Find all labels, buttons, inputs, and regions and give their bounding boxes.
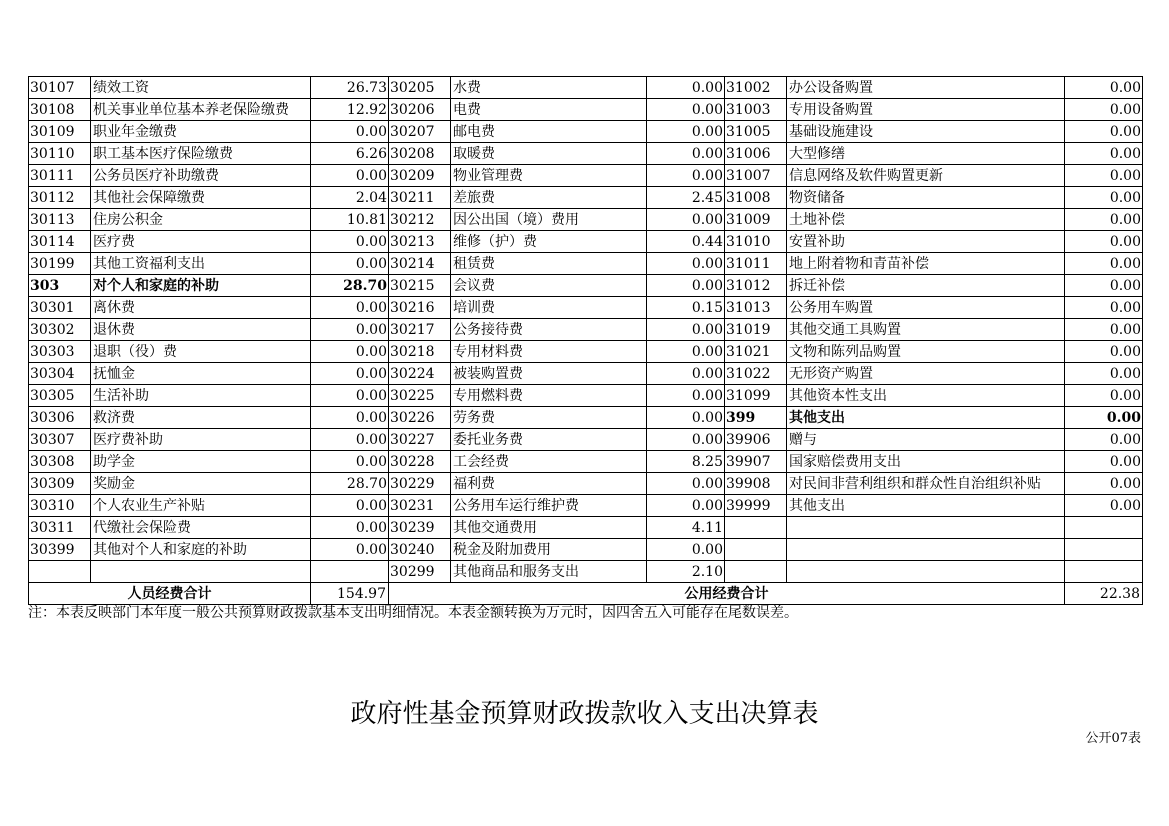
name-cell: 水费	[451, 77, 647, 99]
code-cell: 30110	[29, 143, 91, 165]
code-cell: 30228	[389, 451, 451, 473]
name-cell: 电费	[451, 99, 647, 121]
table-row	[29, 99, 1143, 121]
amount-cell: 2.45	[647, 187, 725, 209]
code-cell: 30225	[389, 385, 451, 407]
name-cell: 赠与	[787, 429, 1065, 451]
code-cell: 30108	[29, 99, 91, 121]
amount-cell: 0.00	[1065, 473, 1143, 495]
name-cell: 福利费	[451, 473, 647, 495]
code-cell: 30231	[389, 495, 451, 517]
next-table-title: 政府性基金预算财政拨款收入支出决算表	[350, 699, 819, 729]
amount-cell	[1065, 539, 1143, 561]
amount-cell: 0.00	[1065, 253, 1143, 275]
public-total-label: 公用经费合计	[389, 583, 1065, 605]
amount-cell: 0.00	[311, 495, 389, 517]
name-cell: 租赁费	[451, 253, 647, 275]
name-cell: 代缴社会保险费	[91, 517, 311, 539]
amount-cell: 0.00	[311, 407, 389, 429]
code-cell: 30109	[29, 121, 91, 143]
code-cell: 30206	[389, 99, 451, 121]
code-cell	[29, 561, 91, 583]
amount-cell: 0.00	[1065, 341, 1143, 363]
code-cell: 303	[29, 275, 91, 297]
amount-cell: 0.00	[647, 121, 725, 143]
name-cell: 离休费	[91, 297, 311, 319]
amount-cell: 0.00	[647, 143, 725, 165]
code-cell: 31008	[725, 187, 787, 209]
code-cell: 30308	[29, 451, 91, 473]
amount-cell: 0.00	[311, 297, 389, 319]
name-cell: 专用设备购置	[787, 99, 1065, 121]
code-cell: 31010	[725, 231, 787, 253]
code-cell: 31005	[725, 121, 787, 143]
code-cell: 31002	[725, 77, 787, 99]
table-note: 注：本表反映部门本年度一般公共预算财政拨款基本支出明细情况。本表金额转换为万元时，因四舍五入可能存在尾数误差。	[28, 605, 798, 621]
table-row	[29, 429, 1143, 451]
name-cell	[787, 561, 1065, 583]
name-cell: 邮电费	[451, 121, 647, 143]
code-cell: 30310	[29, 495, 91, 517]
table-row	[29, 253, 1143, 275]
table-row	[29, 319, 1143, 341]
code-cell: 30212	[389, 209, 451, 231]
name-cell: 专用材料费	[451, 341, 647, 363]
amount-cell: 28.70	[311, 473, 389, 495]
name-cell: 职业年金缴费	[91, 121, 311, 143]
code-cell: 30214	[389, 253, 451, 275]
name-cell: 文物和陈列品购置	[787, 341, 1065, 363]
name-cell: 培训费	[451, 297, 647, 319]
amount-cell: 0.15	[647, 297, 725, 319]
code-cell: 399	[725, 407, 787, 429]
amount-cell	[311, 561, 389, 583]
amount-cell: 0.00	[311, 319, 389, 341]
amount-cell: 0.00	[1065, 77, 1143, 99]
name-cell: 机关事业单位基本养老保险缴费	[91, 99, 311, 121]
code-cell: 30304	[29, 363, 91, 385]
code-cell	[725, 539, 787, 561]
name-cell: 其他资本性支出	[787, 385, 1065, 407]
amount-cell: 0.00	[1065, 143, 1143, 165]
code-cell: 30114	[29, 231, 91, 253]
amount-cell: 12.92	[311, 99, 389, 121]
amount-cell: 0.00	[311, 429, 389, 451]
name-cell: 其他支出	[787, 407, 1065, 429]
table-row	[29, 451, 1143, 473]
name-cell: 办公设备购置	[787, 77, 1065, 99]
amount-cell: 4.11	[647, 517, 725, 539]
code-cell: 30107	[29, 77, 91, 99]
code-cell: 30218	[389, 341, 451, 363]
amount-cell: 0.00	[311, 363, 389, 385]
name-cell: 医疗费	[91, 231, 311, 253]
amount-cell: 0.00	[311, 385, 389, 407]
amount-cell: 2.04	[311, 187, 389, 209]
name-cell: 公务员医疗补助缴费	[91, 165, 311, 187]
amount-cell: 0.00	[1065, 231, 1143, 253]
public-total-value: 22.38	[1065, 583, 1143, 605]
name-cell: 公务用车购置	[787, 297, 1065, 319]
code-cell: 30224	[389, 363, 451, 385]
code-cell: 31011	[725, 253, 787, 275]
code-cell	[725, 561, 787, 583]
amount-cell: 0.00	[1065, 407, 1143, 429]
name-cell: 职工基本医疗保险缴费	[91, 143, 311, 165]
name-cell: 退休费	[91, 319, 311, 341]
name-cell	[91, 561, 311, 583]
amount-cell	[1065, 517, 1143, 539]
name-cell: 维修（护）费	[451, 231, 647, 253]
name-cell: 对个人和家庭的补助	[91, 275, 311, 297]
code-cell: 39908	[725, 473, 787, 495]
name-cell: 专用燃料费	[451, 385, 647, 407]
code-cell: 31019	[725, 319, 787, 341]
name-cell: 助学金	[91, 451, 311, 473]
amount-cell: 0.00	[311, 165, 389, 187]
code-cell: 39907	[725, 451, 787, 473]
form-code: 公开07表	[1085, 731, 1141, 746]
amount-cell	[1065, 561, 1143, 583]
name-cell: 其他商品和服务支出	[451, 561, 647, 583]
amount-cell: 0.00	[647, 363, 725, 385]
code-cell: 30217	[389, 319, 451, 341]
amount-cell: 0.00	[1065, 99, 1143, 121]
code-cell: 31099	[725, 385, 787, 407]
name-cell: 差旅费	[451, 187, 647, 209]
name-cell: 公务接待费	[451, 319, 647, 341]
name-cell: 其他支出	[787, 495, 1065, 517]
amount-cell: 8.25	[647, 451, 725, 473]
name-cell: 土地补偿	[787, 209, 1065, 231]
name-cell: 取暖费	[451, 143, 647, 165]
name-cell: 拆迁补偿	[787, 275, 1065, 297]
table-row	[29, 165, 1143, 187]
amount-cell: 0.00	[1065, 495, 1143, 517]
code-cell: 30226	[389, 407, 451, 429]
table-row	[29, 297, 1143, 319]
name-cell: 对民间非营利组织和群众性自治组织补贴	[787, 473, 1065, 495]
table-row	[29, 341, 1143, 363]
code-cell: 30199	[29, 253, 91, 275]
name-cell: 税金及附加费用	[451, 539, 647, 561]
amount-cell: 0.00	[647, 385, 725, 407]
name-cell: 会议费	[451, 275, 647, 297]
code-cell: 30305	[29, 385, 91, 407]
expenditure-detail-table	[28, 76, 1143, 605]
table-row	[29, 121, 1143, 143]
amount-cell: 0.00	[647, 77, 725, 99]
code-cell: 30209	[389, 165, 451, 187]
table-row	[29, 407, 1143, 429]
name-cell	[787, 539, 1065, 561]
code-cell: 30299	[389, 561, 451, 583]
table-row	[29, 187, 1143, 209]
amount-cell: 0.00	[647, 341, 725, 363]
code-cell: 31021	[725, 341, 787, 363]
code-cell: 31009	[725, 209, 787, 231]
code-cell	[725, 517, 787, 539]
personnel-total-value: 154.97	[311, 583, 389, 605]
code-cell: 30215	[389, 275, 451, 297]
code-cell: 30112	[29, 187, 91, 209]
code-cell: 30229	[389, 473, 451, 495]
table-row	[29, 473, 1143, 495]
amount-cell: 0.00	[1065, 275, 1143, 297]
code-cell: 30208	[389, 143, 451, 165]
code-cell: 30309	[29, 473, 91, 495]
code-cell: 30216	[389, 297, 451, 319]
amount-cell: 0.00	[647, 253, 725, 275]
name-cell: 安置补助	[787, 231, 1065, 253]
amount-cell: 0.00	[1065, 187, 1143, 209]
name-cell: 其他交通费用	[451, 517, 647, 539]
code-cell: 39999	[725, 495, 787, 517]
table-row	[29, 385, 1143, 407]
amount-cell: 0.00	[1065, 451, 1143, 473]
code-cell: 30311	[29, 517, 91, 539]
amount-cell: 0.00	[647, 407, 725, 429]
amount-cell: 0.00	[647, 99, 725, 121]
amount-cell: 0.00	[311, 451, 389, 473]
amount-cell: 0.00	[1065, 121, 1143, 143]
amount-cell: 10.81	[311, 209, 389, 231]
code-cell: 30306	[29, 407, 91, 429]
name-cell: 住房公积金	[91, 209, 311, 231]
name-cell: 委托业务费	[451, 429, 647, 451]
table-row	[29, 517, 1143, 539]
code-cell: 31022	[725, 363, 787, 385]
name-cell: 地上附着物和青苗补偿	[787, 253, 1065, 275]
amount-cell: 0.00	[311, 231, 389, 253]
name-cell: 因公出国（境）费用	[451, 209, 647, 231]
name-cell: 物业管理费	[451, 165, 647, 187]
personnel-total-label: 人员经费合计	[29, 583, 311, 605]
amount-cell: 0.00	[1065, 297, 1143, 319]
name-cell: 劳务费	[451, 407, 647, 429]
amount-cell: 0.00	[1065, 319, 1143, 341]
code-cell: 30113	[29, 209, 91, 231]
amount-cell: 0.00	[311, 539, 389, 561]
amount-cell: 0.00	[1065, 209, 1143, 231]
name-cell: 救济费	[91, 407, 311, 429]
name-cell: 国家赔偿费用支出	[787, 451, 1065, 473]
code-cell: 30213	[389, 231, 451, 253]
amount-cell: 0.00	[647, 275, 725, 297]
code-cell: 31012	[725, 275, 787, 297]
code-cell: 30205	[389, 77, 451, 99]
name-cell: 物资储备	[787, 187, 1065, 209]
code-cell: 31006	[725, 143, 787, 165]
amount-cell: 26.73	[311, 77, 389, 99]
amount-cell: 0.00	[647, 495, 725, 517]
name-cell: 基础设施建设	[787, 121, 1065, 143]
name-cell: 医疗费补助	[91, 429, 311, 451]
name-cell: 其他交通工具购置	[787, 319, 1065, 341]
code-cell: 39906	[725, 429, 787, 451]
table-row	[29, 231, 1143, 253]
name-cell: 其他工资福利支出	[91, 253, 311, 275]
name-cell: 被装购置费	[451, 363, 647, 385]
code-cell: 30301	[29, 297, 91, 319]
amount-cell: 0.00	[1065, 429, 1143, 451]
amount-cell: 0.00	[1065, 385, 1143, 407]
amount-cell: 0.00	[1065, 165, 1143, 187]
code-cell: 30207	[389, 121, 451, 143]
code-cell: 30111	[29, 165, 91, 187]
name-cell: 其他社会保障缴费	[91, 187, 311, 209]
name-cell: 大型修缮	[787, 143, 1065, 165]
amount-cell: 0.00	[311, 253, 389, 275]
name-cell: 无形资产购置	[787, 363, 1065, 385]
amount-cell: 0.00	[1065, 363, 1143, 385]
code-cell: 31003	[725, 99, 787, 121]
name-cell: 个人农业生产补贴	[91, 495, 311, 517]
code-cell: 30240	[389, 539, 451, 561]
amount-cell: 0.00	[647, 473, 725, 495]
name-cell: 奖励金	[91, 473, 311, 495]
name-cell: 生活补助	[91, 385, 311, 407]
code-cell: 30302	[29, 319, 91, 341]
name-cell: 工会经费	[451, 451, 647, 473]
amount-cell: 28.70	[311, 275, 389, 297]
name-cell	[787, 517, 1065, 539]
code-cell: 30303	[29, 341, 91, 363]
code-cell: 30227	[389, 429, 451, 451]
amount-cell: 0.00	[647, 165, 725, 187]
name-cell: 绩效工资	[91, 77, 311, 99]
table-row	[29, 77, 1143, 99]
amount-cell: 0.00	[647, 539, 725, 561]
code-cell: 31007	[725, 165, 787, 187]
name-cell: 退职（役）费	[91, 341, 311, 363]
table-row	[29, 209, 1143, 231]
name-cell: 公务用车运行维护费	[451, 495, 647, 517]
amount-cell: 2.10	[647, 561, 725, 583]
code-cell: 30307	[29, 429, 91, 451]
table-row	[29, 539, 1143, 561]
code-cell: 30211	[389, 187, 451, 209]
amount-cell: 0.44	[647, 231, 725, 253]
amount-cell: 0.00	[647, 319, 725, 341]
amount-cell: 0.00	[311, 121, 389, 143]
amount-cell: 0.00	[647, 429, 725, 451]
code-cell: 30239	[389, 517, 451, 539]
amount-cell: 0.00	[311, 517, 389, 539]
amount-cell: 0.00	[647, 209, 725, 231]
amount-cell: 0.00	[311, 341, 389, 363]
code-cell: 30399	[29, 539, 91, 561]
name-cell: 其他对个人和家庭的补助	[91, 539, 311, 561]
name-cell: 信息网络及软件购置更新	[787, 165, 1065, 187]
table-row	[29, 143, 1143, 165]
code-cell: 31013	[725, 297, 787, 319]
amount-cell: 6.26	[311, 143, 389, 165]
table-row	[29, 561, 1143, 583]
table-row	[29, 495, 1143, 517]
name-cell: 抚恤金	[91, 363, 311, 385]
table-row	[29, 363, 1143, 385]
table-row	[29, 275, 1143, 297]
